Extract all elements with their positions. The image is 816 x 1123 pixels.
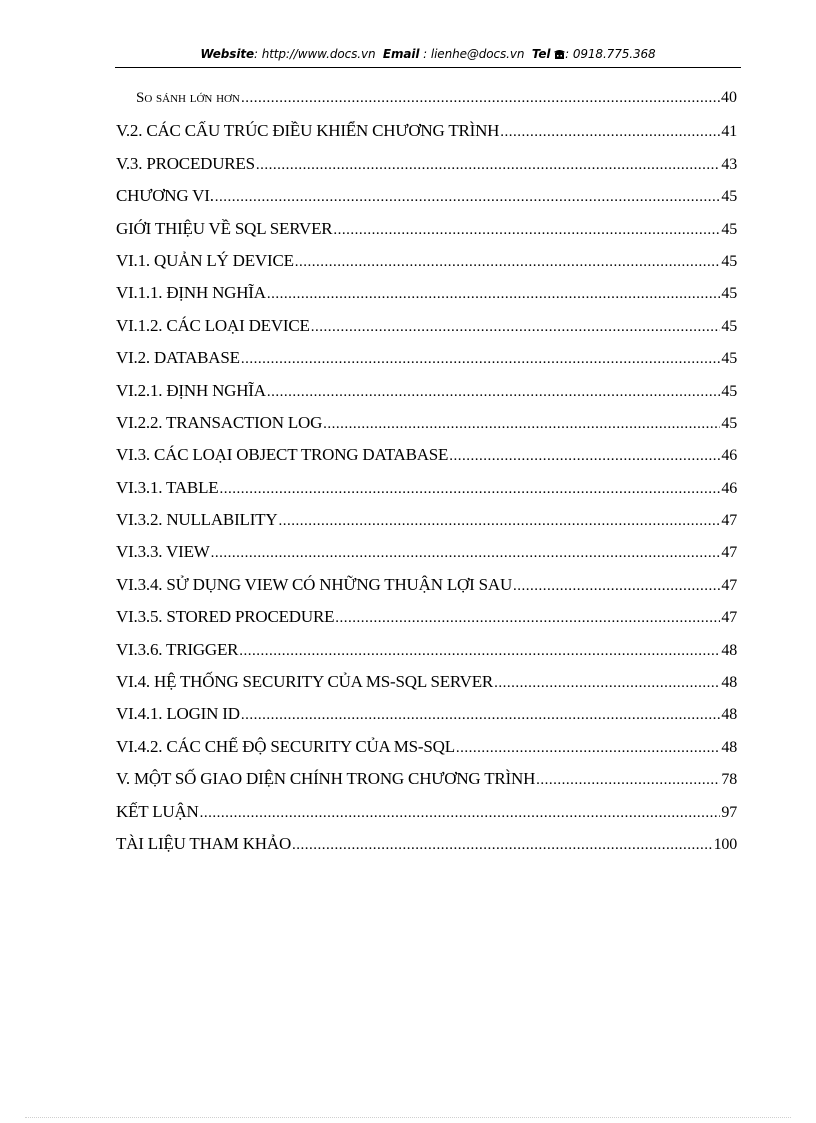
toc-dot-leader — [335, 610, 720, 627]
table-of-contents — [116, 89, 737, 866]
toc-entry[interactable] — [116, 251, 737, 283]
toc-entry-title: GIỚI THIỆU VỀ SQL SERVER — [116, 218, 333, 238]
email-label: Email — [382, 47, 420, 61]
toc-entry-page: 97 — [721, 803, 737, 821]
toc-entry-page: 45 — [721, 188, 737, 206]
toc-entry-title: KẾT LUẬN — [116, 801, 199, 821]
toc-entry-page: 45 — [721, 414, 737, 432]
toc-entry-page: 40 — [721, 89, 737, 106]
toc-entry-title: VI.2. DATABASE — [116, 348, 240, 368]
toc-entry-page: 45 — [721, 317, 737, 335]
page-header — [115, 47, 741, 61]
toc-entry[interactable] — [116, 575, 737, 607]
toc-entry-page: 48 — [721, 706, 737, 724]
website-label: Website — [200, 47, 255, 61]
toc-entry-page: 45 — [721, 350, 737, 368]
toc-dot-leader — [239, 643, 720, 660]
toc-dot-leader — [333, 222, 720, 239]
toc-entry-page: 45 — [721, 285, 737, 303]
toc-entry-page: 47 — [721, 512, 737, 530]
tel-label: Tel — [531, 47, 551, 61]
toc-dot-leader — [219, 481, 720, 498]
toc-entry-page: 47 — [721, 576, 737, 594]
toc-dot-leader — [311, 319, 721, 336]
toc-entry[interactable] — [116, 542, 737, 574]
toc-dot-leader — [267, 286, 721, 303]
toc-entry-page: 100 — [713, 835, 737, 853]
website-url[interactable]: : http://www.docs.vn — [254, 47, 376, 61]
toc-entry[interactable] — [116, 413, 737, 445]
toc-entry[interactable] — [116, 672, 737, 704]
toc-entry-title: VI.3.5. STORED PROCEDURE — [116, 607, 335, 627]
toc-entry-title: VI.2.1. ĐỊNH NGHĨA — [116, 380, 266, 400]
toc-entry[interactable] — [116, 121, 737, 153]
email-address[interactable]: : lienhe@docs.vn — [423, 47, 525, 61]
toc-entry-page: 47 — [721, 544, 737, 562]
toc-entry[interactable] — [116, 219, 737, 251]
toc-dot-leader — [267, 384, 721, 401]
toc-entry-page: 78 — [721, 771, 737, 789]
toc-dot-leader — [200, 805, 721, 822]
header-divider — [115, 67, 741, 68]
toc-entry-page: 47 — [721, 609, 737, 627]
footer-divider — [25, 1117, 791, 1118]
toc-entry-title: VI.3.1. TABLE — [116, 477, 219, 497]
toc-dot-leader — [241, 351, 721, 368]
toc-entry[interactable] — [116, 445, 737, 477]
toc-entry-page: 48 — [721, 641, 737, 659]
toc-entry[interactable] — [116, 510, 737, 542]
toc-dot-leader — [536, 772, 720, 789]
toc-entry-title: VI.1.1. ĐỊNH NGHĨA — [116, 283, 266, 303]
toc-entry-title: V.2. CÁC CẤU TRÚC ĐIỀU KHIỂN CHƯƠNG TRÌNH — [116, 121, 500, 141]
toc-dot-leader — [278, 513, 720, 530]
toc-dot-leader — [241, 707, 721, 724]
toc-dot-leader — [215, 189, 721, 206]
toc-entry-title: V. MỘT SỐ GIAO DIỆN CHÍNH TRONG CHƯƠNG TRÌNH — [116, 769, 536, 789]
toc-entry[interactable] — [116, 348, 737, 380]
toc-entry[interactable] — [116, 154, 737, 186]
toc-entry-title: VI.4.2. CÁC CHẾ ĐỘ SECURITY CỦA MS-SQL — [116, 736, 455, 756]
toc-entry-title: TÀI LIỆU THAM KHẢO — [116, 833, 292, 853]
toc-entry[interactable] — [116, 316, 737, 348]
toc-entry-title: VI.3. CÁC LOẠI OBJECT TRONG DATABASE — [116, 445, 449, 465]
toc-dot-leader — [494, 675, 720, 692]
toc-dot-leader — [241, 90, 720, 107]
toc-entry[interactable] — [116, 186, 737, 218]
phone-number: : 0918.775.368 — [565, 47, 656, 61]
toc-entry-page: 48 — [721, 674, 737, 692]
phone-icon — [554, 47, 565, 61]
toc-dot-leader — [211, 545, 721, 562]
toc-dot-leader — [292, 837, 713, 854]
toc-entry-page: 48 — [721, 738, 737, 756]
toc-entry[interactable] — [116, 283, 737, 315]
toc-entry-title: VI.1.2. CÁC LOẠI DEVICE — [116, 315, 310, 335]
toc-entry-title: VI.1. QUẢN LÝ DEVICE — [116, 250, 294, 270]
toc-entry-page: 45 — [721, 382, 737, 400]
toc-dot-leader — [256, 157, 721, 174]
toc-entry[interactable] — [116, 607, 737, 639]
toc-dot-leader — [513, 578, 720, 595]
toc-entry[interactable] — [116, 640, 737, 672]
toc-entry-title: CHƯƠNG VI. — [116, 186, 214, 206]
toc-entry[interactable] — [116, 89, 737, 121]
toc-entry-title: VI.2.2. TRANSACTION LOG — [116, 412, 323, 432]
toc-dot-leader — [323, 416, 720, 433]
toc-entry-page: 45 — [721, 252, 737, 270]
toc-dot-leader — [295, 254, 721, 271]
toc-entry-page: 45 — [721, 220, 737, 238]
toc-entry-page: 43 — [721, 155, 737, 173]
toc-entry-title: VI.3.2. NULLABILITY — [116, 510, 278, 530]
toc-entry-page: 46 — [721, 447, 737, 465]
toc-entry-title: VI.3.6. TRIGGER — [116, 639, 239, 659]
toc-entry-page: 41 — [721, 123, 737, 141]
toc-entry[interactable] — [116, 802, 737, 834]
toc-entry-title: So sánh lớn hơn — [136, 90, 240, 106]
toc-entry[interactable] — [116, 381, 737, 413]
toc-dot-leader — [449, 448, 720, 465]
toc-entry[interactable] — [116, 704, 737, 736]
toc-entry-title: VI.3.3. VIEW — [116, 542, 210, 562]
toc-entry-title: VI.4.1. LOGIN ID — [116, 704, 240, 724]
toc-entry-title: V.3. PROCEDURES — [116, 153, 255, 173]
toc-entry-title: VI.3.4. SỬ DỤNG VIEW CÓ NHỮNG THUẬN LỢI SAU — [116, 574, 513, 594]
toc-entry-page: 46 — [721, 479, 737, 497]
toc-entry-title: VI.4. HỆ THỐNG SECURITY CỦA MS-SQL SERVER — [116, 672, 494, 692]
toc-entry[interactable] — [116, 769, 737, 801]
toc-dot-leader — [456, 740, 721, 757]
toc-entry[interactable] — [116, 737, 737, 769]
toc-dot-leader — [500, 124, 720, 141]
toc-entry[interactable] — [116, 834, 737, 866]
toc-entry[interactable] — [116, 478, 737, 510]
